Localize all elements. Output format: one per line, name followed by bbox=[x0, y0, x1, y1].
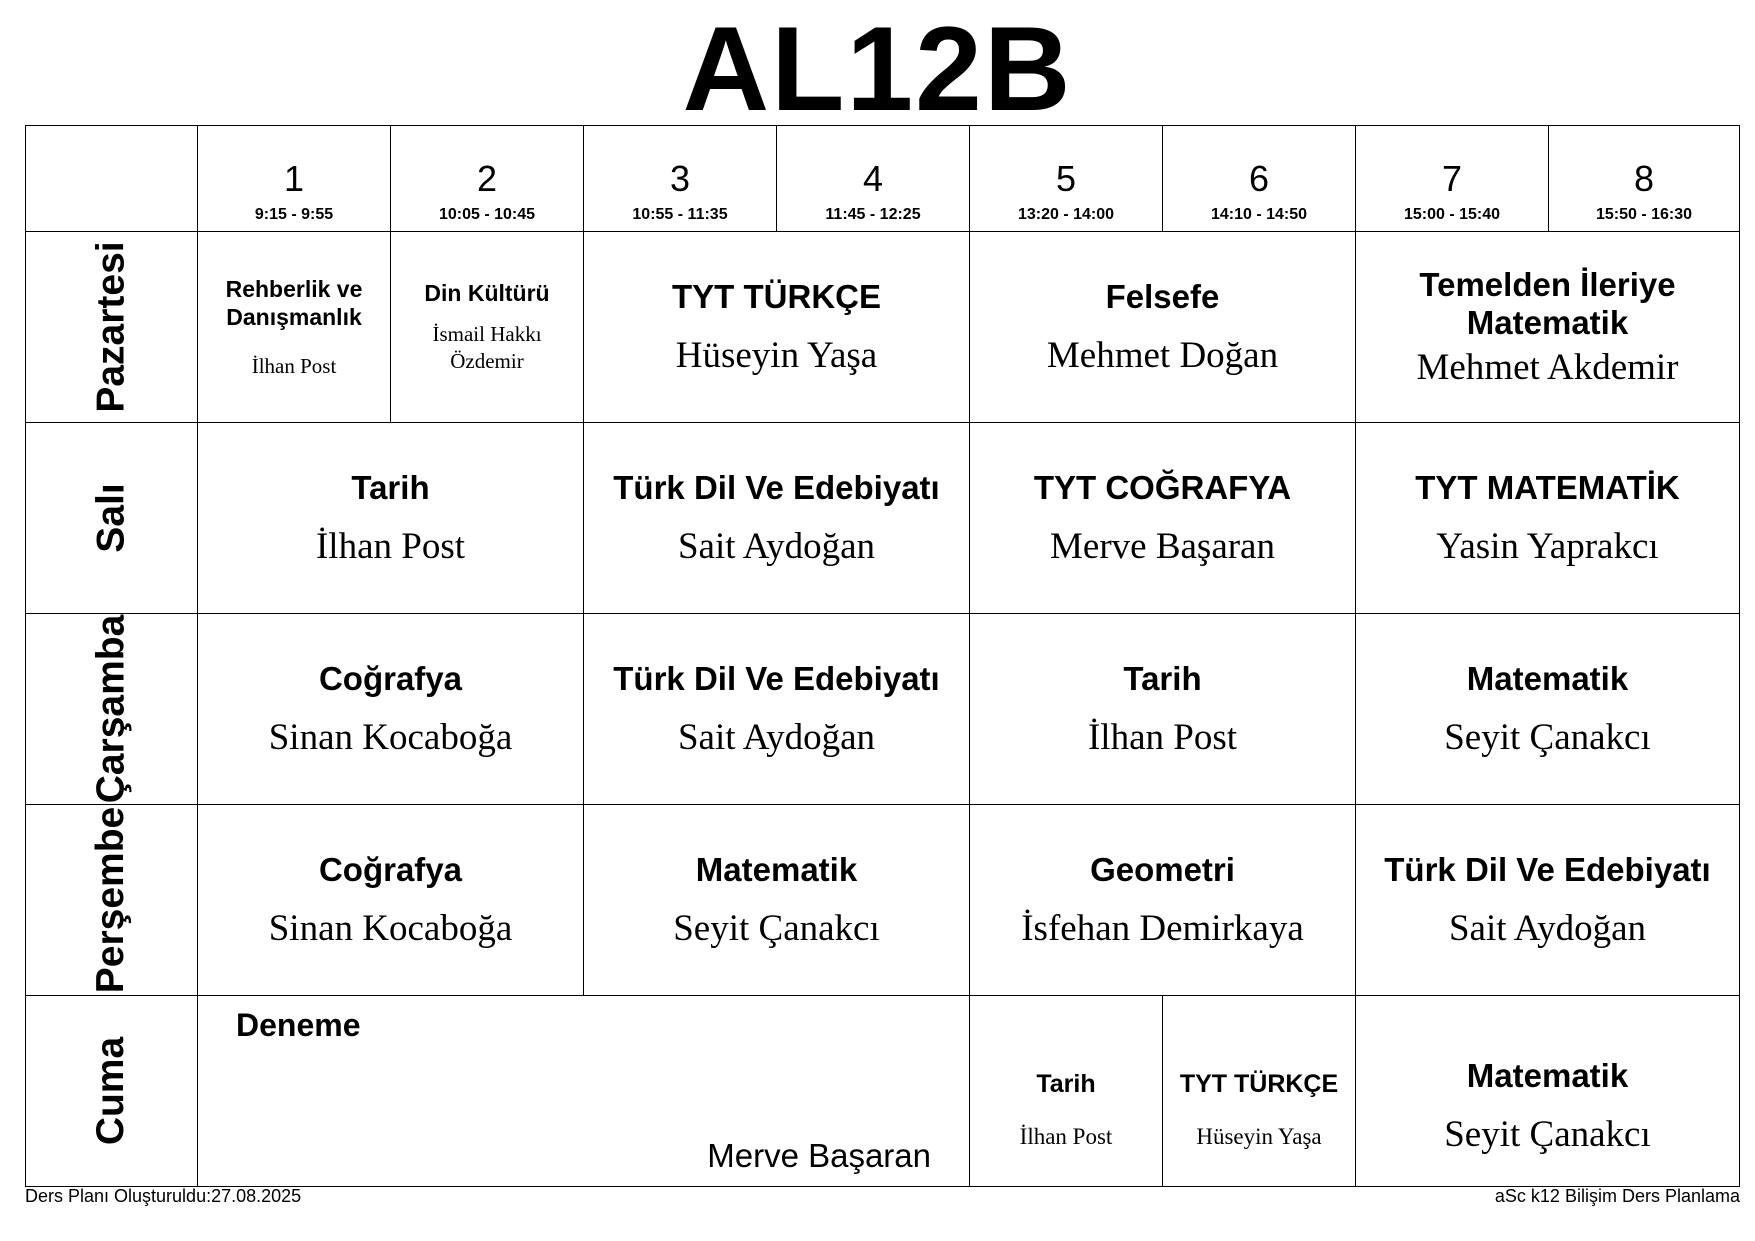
lesson-teacher: Mehmet Doğan bbox=[1046, 335, 1279, 376]
lesson-cell bbox=[584, 232, 970, 423]
lesson-subject: Felsefe bbox=[1105, 278, 1220, 315]
lesson-teacher: Mehmet Akdemir bbox=[1416, 347, 1679, 388]
period-time: 10:05 - 10:45 bbox=[438, 206, 536, 223]
lesson-cell bbox=[198, 805, 584, 996]
day-label-cell bbox=[26, 805, 198, 996]
footer-created-date: Ders Planı Oluşturuldu:27.08.2025 bbox=[25, 1186, 302, 1206]
period-header-3 bbox=[584, 126, 777, 232]
lesson-subject: Tarih bbox=[1123, 660, 1202, 697]
period-time: 11:45 - 12:25 bbox=[825, 206, 921, 223]
period-number: 3 bbox=[669, 158, 691, 199]
lesson-teacher: Sait Aydoğan bbox=[677, 717, 875, 758]
period-header-1 bbox=[198, 126, 391, 232]
lesson-teacher: İsfehan Demirkaya bbox=[1021, 908, 1304, 949]
lesson-teacher: İlhan Post bbox=[251, 353, 337, 378]
day-label: Pazartesi bbox=[89, 241, 133, 413]
lesson-teacher: İlhan Post bbox=[1019, 1124, 1113, 1149]
lesson-cell-deneme bbox=[198, 996, 970, 1186]
period-number: 7 bbox=[1441, 158, 1463, 199]
lesson-subject: Matematik bbox=[1466, 660, 1629, 697]
lesson-subject: TYT MATEMATİK bbox=[1415, 469, 1680, 506]
period-header-2 bbox=[391, 126, 584, 232]
period-header-7 bbox=[1356, 126, 1549, 232]
lesson-teacher: Yasin Yaprakcı bbox=[1436, 526, 1659, 567]
lesson-cell bbox=[198, 614, 584, 805]
lesson-cell bbox=[1356, 423, 1739, 614]
lesson-subject: Deneme bbox=[236, 1007, 361, 1043]
period-time: 10:55 - 11:35 bbox=[632, 206, 728, 223]
page-title: AL12B bbox=[682, 2, 1073, 136]
lesson-cell bbox=[584, 805, 970, 996]
period-number: 6 bbox=[1248, 158, 1270, 199]
lesson-subject: TYT TÜRKÇE bbox=[672, 278, 881, 315]
lesson-teacher: İsmail Hakkı Özdemir bbox=[432, 322, 542, 373]
day-label-cell bbox=[26, 232, 198, 423]
lesson-teacher: Hüseyin Yaşa bbox=[675, 335, 878, 376]
lesson-cell bbox=[1356, 614, 1739, 805]
lesson-teacher: Merve Başaran bbox=[1050, 526, 1275, 567]
lesson-subject: Din Kültürü bbox=[424, 280, 550, 306]
lesson-teacher: Seyit Çanakcı bbox=[1444, 717, 1651, 758]
lesson-subject: Temelden İleriye Matematik bbox=[1419, 266, 1676, 341]
day-label-cell bbox=[26, 614, 198, 805]
period-header-4 bbox=[777, 126, 970, 232]
lesson-teacher: Sinan Kocaboğa bbox=[268, 717, 513, 758]
lesson-cell bbox=[1356, 805, 1739, 996]
lesson-teacher: Merve Başaran bbox=[707, 1137, 931, 1174]
lesson-cell bbox=[1163, 996, 1356, 1186]
period-number: 8 bbox=[1633, 158, 1655, 199]
lesson-cell bbox=[970, 423, 1356, 614]
lesson-subject: Tarih bbox=[351, 469, 430, 506]
lesson-teacher: Sait Aydoğan bbox=[1448, 908, 1646, 949]
lesson-subject: Coğrafya bbox=[318, 851, 463, 888]
lesson-cell bbox=[198, 423, 584, 614]
day-label: Çarşamba bbox=[89, 614, 133, 804]
day-label: Salı bbox=[89, 483, 133, 553]
corner-cell bbox=[26, 126, 198, 232]
period-number: 5 bbox=[1055, 158, 1077, 199]
period-time: 14:10 - 14:50 bbox=[1210, 206, 1308, 223]
lesson-subject: Coğrafya bbox=[318, 660, 463, 697]
lesson-subject: Matematik bbox=[695, 851, 858, 888]
day-label-cell bbox=[26, 423, 198, 614]
lesson-subject: Matematik bbox=[1466, 1057, 1629, 1094]
lesson-teacher: Seyit Çanakcı bbox=[1444, 1114, 1651, 1155]
period-header-8 bbox=[1549, 126, 1739, 232]
lesson-cell bbox=[584, 423, 970, 614]
lesson-subject: Türk Dil Ve Edebiyatı bbox=[1384, 851, 1711, 888]
lesson-subject: Rehberlik ve Danışmanlık bbox=[225, 275, 363, 330]
lesson-teacher: Sait Aydoğan bbox=[677, 526, 875, 567]
period-header-5 bbox=[970, 126, 1163, 232]
timetable-grid bbox=[25, 125, 1740, 1187]
period-time: 9:15 - 9:55 bbox=[254, 206, 334, 223]
lesson-cell bbox=[970, 232, 1356, 423]
lesson-cell bbox=[970, 996, 1163, 1186]
day-label: Cuma bbox=[89, 1036, 133, 1146]
day-label-cell bbox=[26, 996, 198, 1186]
lesson-cell bbox=[198, 232, 391, 423]
period-number: 1 bbox=[283, 158, 305, 199]
lesson-subject: TYT TÜRKÇE bbox=[1179, 1070, 1339, 1098]
lesson-teacher: Sinan Kocaboğa bbox=[268, 908, 513, 949]
period-time: 15:50 - 16:30 bbox=[1595, 206, 1693, 223]
lesson-cell bbox=[970, 805, 1356, 996]
lesson-subject: Türk Dil Ve Edebiyatı bbox=[613, 469, 940, 506]
lesson-cell bbox=[391, 232, 584, 423]
period-number: 2 bbox=[476, 158, 498, 199]
lesson-cell bbox=[970, 614, 1356, 805]
period-time: 13:20 - 14:00 bbox=[1017, 206, 1115, 223]
lesson-cell bbox=[584, 614, 970, 805]
lesson-subject: Geometri bbox=[1090, 851, 1235, 888]
lesson-subject: Türk Dil Ve Edebiyatı bbox=[613, 660, 940, 697]
period-time: 15:00 - 15:40 bbox=[1403, 206, 1501, 223]
lesson-cell bbox=[1356, 232, 1739, 423]
lesson-subject: Tarih bbox=[1036, 1070, 1096, 1098]
lesson-cell bbox=[1356, 996, 1739, 1186]
lesson-subject: TYT COĞRAFYA bbox=[1033, 469, 1292, 506]
lesson-teacher: Seyit Çanakcı bbox=[673, 908, 880, 949]
lesson-teacher: İlhan Post bbox=[315, 526, 466, 567]
footer-software-credit: aSc k12 Bilişim Ders Planlama bbox=[1494, 1186, 1740, 1206]
day-label: Perşembe bbox=[89, 806, 133, 994]
period-number: 4 bbox=[862, 158, 884, 199]
period-header-6 bbox=[1163, 126, 1356, 232]
lesson-teacher: İlhan Post bbox=[1087, 717, 1238, 758]
lesson-teacher: Hüseyin Yaşa bbox=[1196, 1124, 1322, 1149]
